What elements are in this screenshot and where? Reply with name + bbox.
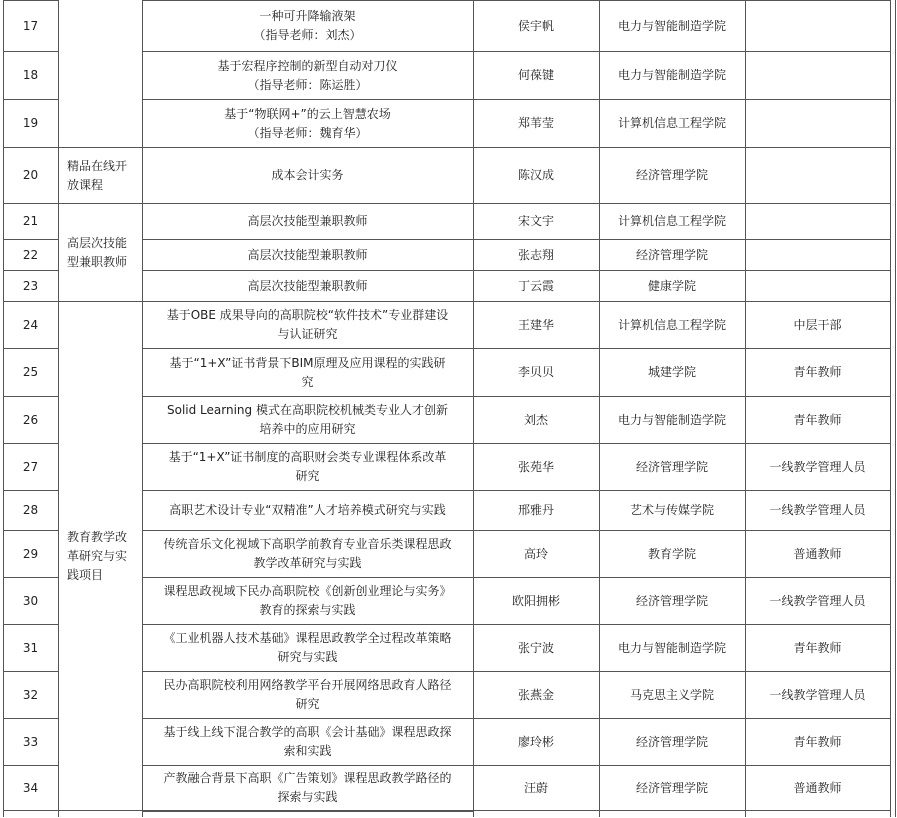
- project-title: [142, 240, 473, 270]
- project-title-line: 培养中的应用研究: [259, 422, 356, 436]
- staff-role-line: 一线教学管理人员: [769, 503, 866, 517]
- row-number-line: 32: [22, 687, 39, 702]
- college-name-line: 计算机信息工程学院: [617, 317, 726, 332]
- project-title-line: 高层次技能型兼职教师: [247, 278, 368, 293]
- person-name: [473, 578, 599, 624]
- column-rule: [895, 0, 896, 817]
- project-title: [142, 148, 473, 203]
- project-title-line: 民办高职院校利用网络教学平台开展网络思政育人路径: [163, 678, 452, 692]
- staff-role: [745, 531, 890, 577]
- staff-role-line: 中层干部: [793, 317, 842, 332]
- row-number-line: 23: [22, 278, 39, 293]
- person-name-line: 郑苇莹: [517, 116, 554, 130]
- person-name-line: 张苑华: [517, 459, 554, 474]
- college-name: [599, 1, 745, 51]
- staff-role: [745, 672, 890, 718]
- person-name-line: 汪蔚: [523, 780, 548, 795]
- person-name-line: 丁云霞: [517, 278, 554, 293]
- row-number: [3, 204, 58, 239]
- row-number-line: 24: [22, 317, 39, 332]
- project-title-line: （指导老师：魏育华）: [247, 125, 368, 140]
- college-name: [599, 625, 745, 671]
- college-name-line: 经济管理学院: [635, 593, 708, 608]
- college-name: [599, 719, 745, 765]
- person-name-line: 何葆键: [517, 68, 554, 82]
- category-label: [58, 302, 142, 810]
- row-number: [3, 397, 58, 443]
- category-rule: [58, 810, 142, 811]
- staff-role-line: 青年教师: [793, 640, 842, 655]
- college-name-line: 马克思主义学院: [629, 687, 714, 702]
- college-name: [599, 52, 745, 99]
- project-title: [142, 491, 473, 530]
- college-name-line: 经济管理学院: [635, 780, 708, 795]
- staff-role: [745, 491, 890, 530]
- staff-role: [745, 52, 890, 99]
- staff-role-line: 青年教师: [793, 365, 842, 379]
- staff-role-line: 普通教师: [793, 780, 842, 795]
- person-name-line: 欧阳拥彬: [511, 593, 560, 608]
- project-title-line: 基于“物联网+”的云上智慧农场: [224, 106, 391, 121]
- person-name: [473, 302, 599, 348]
- project-title-line: 教育的探索与实践: [259, 603, 356, 617]
- person-name: [473, 1, 599, 51]
- college-name: [599, 444, 745, 490]
- project-title-line: 产教融合背景下高职《广告策划》课程思政教学路径的: [163, 771, 452, 785]
- college-name: [599, 100, 745, 147]
- project-title-line: 基于“1+X”证书背景下BIM原理及应用课程的实践研: [169, 355, 446, 370]
- project-title-line: 研究: [295, 469, 320, 483]
- project-title: [142, 1, 473, 51]
- project-title: [142, 625, 473, 671]
- category-label: [58, 204, 142, 301]
- staff-role-line: 青年教师: [793, 734, 842, 749]
- college-name: [599, 240, 745, 270]
- row-number: [3, 52, 58, 99]
- college-name-line: 城建学院: [647, 365, 696, 379]
- project-title: [142, 397, 473, 443]
- college-name-line: 经济管理学院: [635, 247, 708, 262]
- person-name-line: 张宁波: [517, 640, 554, 655]
- staff-role: [745, 444, 890, 490]
- staff-role: [745, 240, 890, 270]
- college-name-line: 电力与智能制造学院: [617, 640, 726, 655]
- row-number: [3, 100, 58, 147]
- category-label-line: 放课程: [67, 177, 104, 192]
- project-title-line: 传统音乐文化视域下高职学前教育专业音乐类课程思政: [163, 537, 452, 551]
- staff-role: [745, 719, 890, 765]
- person-name-line: 张燕金: [517, 687, 554, 702]
- project-title-line: 研究: [295, 697, 320, 711]
- person-name-line: 王建华: [517, 317, 554, 332]
- project-title: [142, 204, 473, 239]
- row-number: [3, 578, 58, 624]
- college-name: [599, 531, 745, 577]
- row-number-line: 28: [22, 503, 39, 517]
- college-name-line: 经济管理学院: [635, 168, 708, 182]
- project-title: [142, 349, 473, 396]
- college-name-line: 艺术与传媒学院: [629, 503, 714, 517]
- row-number-line: 29: [22, 546, 39, 561]
- project-title-line: 基于线上线下混合教学的高职《会计基础》课程思政探: [163, 725, 452, 739]
- person-name-line: 陈汉成: [517, 168, 554, 182]
- project-title-line: 一种可升降输液架: [259, 9, 356, 23]
- row-number: [3, 491, 58, 530]
- staff-role: [745, 766, 890, 810]
- row-number: [3, 302, 58, 348]
- project-title-line: 高职艺术设计专业“双精准”人才培养模式研究与实践: [169, 503, 446, 517]
- project-title-line: 探索与实践: [277, 790, 338, 804]
- person-name-line: 廖玲彬: [517, 734, 554, 749]
- college-name: [599, 271, 745, 301]
- project-title-line: （指导老师：刘杰）: [253, 28, 362, 42]
- category-label-line: 践项目: [67, 567, 104, 582]
- row-rule: [3, 810, 58, 811]
- person-name: [473, 349, 599, 396]
- category-label-line: 型兼职教师: [67, 254, 128, 269]
- college-name: [599, 397, 745, 443]
- row-number-line: 17: [22, 18, 39, 33]
- staff-role: [745, 148, 890, 203]
- staff-role: [745, 349, 890, 396]
- project-title-line: 研究与实践: [277, 650, 338, 664]
- category-label: [58, 148, 142, 203]
- person-name: [473, 397, 599, 443]
- college-name-line: 计算机信息工程学院: [617, 116, 726, 130]
- row-number: [3, 766, 58, 810]
- college-name-line: 电力与智能制造学院: [617, 18, 726, 33]
- college-name-line: 经济管理学院: [635, 459, 708, 474]
- person-name: [473, 719, 599, 765]
- row-number: [3, 444, 58, 490]
- project-title-line: 索和实践: [283, 744, 332, 758]
- college-name: [599, 204, 745, 239]
- row-number: [3, 531, 58, 577]
- row-number-line: 21: [22, 214, 39, 228]
- project-title-line: 究: [301, 374, 314, 389]
- person-name-line: 邢雅丹: [517, 503, 554, 517]
- project-title-line: 高层次技能型兼职教师: [247, 214, 368, 228]
- college-name: [599, 302, 745, 348]
- person-name: [473, 491, 599, 530]
- row-number-line: 19: [22, 116, 39, 130]
- college-name-line: 电力与智能制造学院: [617, 68, 726, 82]
- category-label-line: 革研究与实: [67, 548, 128, 563]
- staff-role-line: 青年教师: [793, 412, 842, 427]
- college-name-line: 经济管理学院: [635, 734, 708, 749]
- staff-role: [745, 204, 890, 239]
- person-name-line: 李贝贝: [517, 365, 554, 379]
- staff-role: [745, 625, 890, 671]
- person-name: [473, 766, 599, 810]
- person-name: [473, 531, 599, 577]
- staff-role-line: 一线教学管理人员: [769, 593, 866, 608]
- row-number: [3, 349, 58, 396]
- row-number: [3, 240, 58, 270]
- person-name-line: 宋文宇: [517, 214, 554, 228]
- project-title: [142, 271, 473, 301]
- row-number-line: 27: [22, 459, 39, 474]
- person-name: [473, 240, 599, 270]
- person-name-line: 高玲: [523, 546, 548, 561]
- project-title: [142, 52, 473, 99]
- row-number-line: 33: [22, 734, 39, 749]
- college-name-line: 健康学院: [647, 278, 696, 293]
- column-rule: [890, 0, 891, 817]
- row-number-line: 25: [22, 365, 39, 379]
- staff-role: [745, 397, 890, 443]
- project-title-line: Solid Learning 模式在高职院校机械类专业人才创新: [167, 403, 448, 417]
- college-name: [599, 766, 745, 810]
- project-title-line: 高层次技能型兼职教师: [247, 247, 368, 262]
- college-name-line: 教育学院: [647, 546, 696, 561]
- person-name: [473, 52, 599, 99]
- staff-role-line: 一线教学管理人员: [769, 459, 866, 474]
- project-title-line: 基于OBE 成果导向的高职院校“软件技术”专业群建设: [166, 308, 449, 322]
- project-title-line: 与认证研究: [277, 327, 338, 341]
- person-name: [473, 271, 599, 301]
- staff-role-line: 一线教学管理人员: [769, 687, 866, 702]
- project-title-line: 基于“1+X”证书制度的高职财会类专业课程体系改革: [168, 450, 447, 464]
- project-title: [142, 302, 473, 348]
- row-number-line: 34: [22, 780, 39, 795]
- row-number: [3, 148, 58, 203]
- row-number: [3, 625, 58, 671]
- row-number: [3, 672, 58, 718]
- project-title-line: 课程思政视域下民办高职院校《创新创业理论与实务》: [163, 584, 452, 598]
- project-title: [142, 100, 473, 147]
- project-title: [142, 444, 473, 490]
- college-name: [599, 148, 745, 203]
- project-title: [142, 578, 473, 624]
- project-title-line: 《工业机器人技术基础》课程思政教学全过程改革策略: [163, 631, 452, 645]
- college-name: [599, 349, 745, 396]
- college-name-line: 电力与智能制造学院: [617, 412, 726, 427]
- project-title: [142, 672, 473, 718]
- project-title: [142, 766, 473, 810]
- project-title-line: 基于宏程序控制的新型自动对刀仪: [217, 58, 398, 73]
- category-label-line: 精品在线开: [67, 158, 128, 173]
- project-title-line: 教学改革研究与实践: [253, 556, 362, 570]
- college-name: [599, 578, 745, 624]
- person-name-line: 刘杰: [523, 412, 548, 427]
- row-number-line: 31: [22, 640, 39, 655]
- person-name: [473, 672, 599, 718]
- person-name: [473, 148, 599, 203]
- person-name: [473, 100, 599, 147]
- college-name: [599, 672, 745, 718]
- person-name: [473, 625, 599, 671]
- category-label-line: 高层次技能: [67, 235, 128, 250]
- row-number-line: 30: [22, 593, 39, 608]
- person-name-line: 侯宇帆: [517, 18, 554, 33]
- project-title: [142, 719, 473, 765]
- row-number: [3, 719, 58, 765]
- project-title: [142, 531, 473, 577]
- staff-role: [745, 100, 890, 147]
- person-name-line: 张志翔: [517, 247, 554, 262]
- row-number-line: 22: [22, 247, 39, 262]
- staff-role: [745, 302, 890, 348]
- row-number-line: 20: [22, 168, 39, 182]
- project-title-line: 成本会计实务: [271, 168, 344, 182]
- person-name: [473, 444, 599, 490]
- college-name-line: 计算机信息工程学院: [617, 214, 726, 228]
- row-number: [3, 271, 58, 301]
- row-number-line: 26: [22, 412, 39, 427]
- row-number-line: 18: [22, 68, 39, 82]
- category-label-line: 教育教学改: [67, 529, 128, 544]
- college-name: [599, 491, 745, 530]
- person-name: [473, 204, 599, 239]
- project-title-line: （指导老师：陈运胜）: [247, 77, 368, 92]
- staff-role: [745, 1, 890, 51]
- staff-role-line: 普通教师: [793, 546, 842, 561]
- row-number: [3, 1, 58, 51]
- staff-role: [745, 578, 890, 624]
- staff-role: [745, 271, 890, 301]
